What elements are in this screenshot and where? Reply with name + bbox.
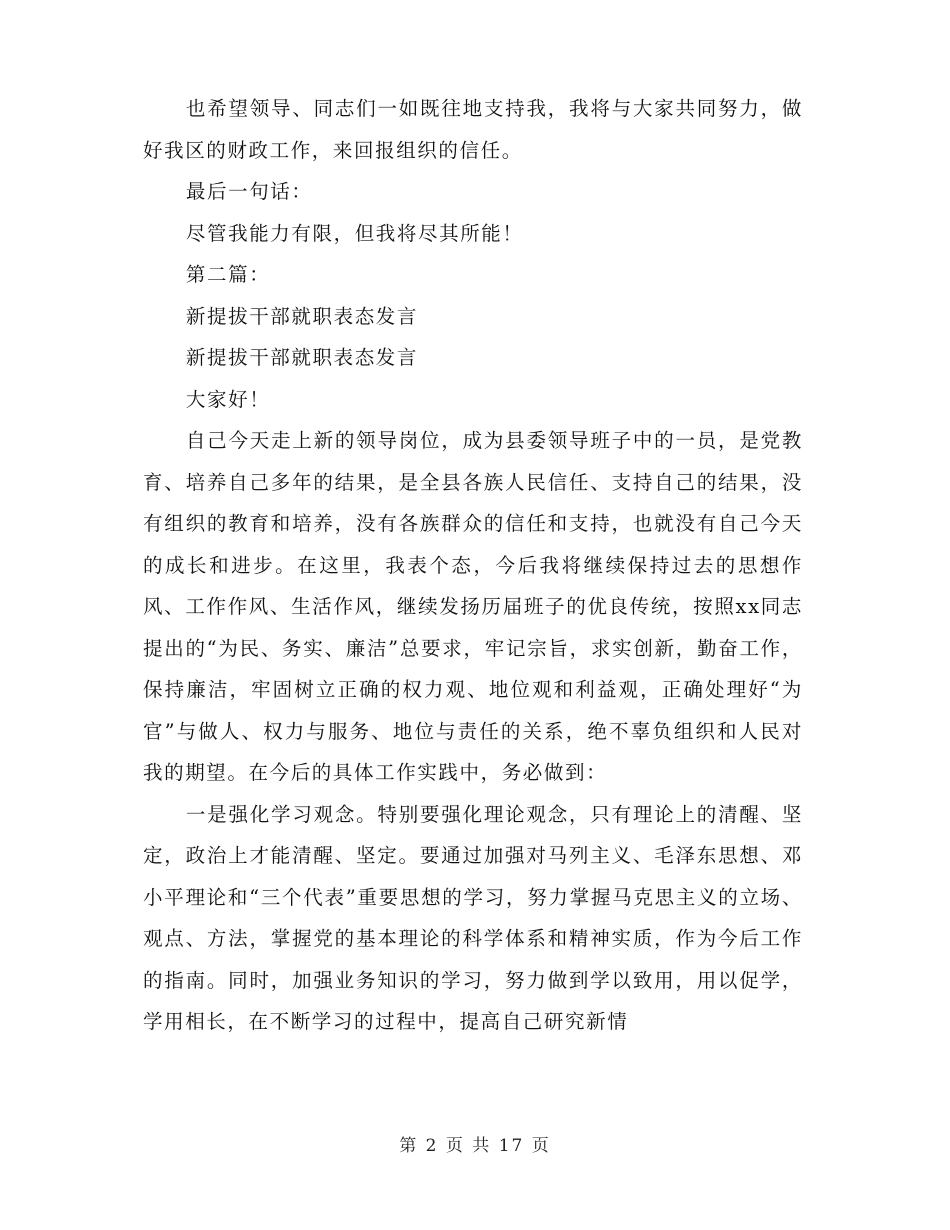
- document-body: [143, 88, 803, 1043]
- paragraph-last-words: 尽管我能力有限，但我将尽其所能！: [185, 221, 524, 245]
- paragraph-introduction: 自己今天走上新的领导岗位，成为县委领导班子中的一员，是党教育、培养自己多年的结果，是全县各族人民信任、支持自己的结果，没有组织的教育和培养，没有各族群众的信任和支持，也就没有自己今天的成长和进步。在这里，我表个态，今后我将继续保持过去的思想作风、工作作风、生活作风，继续发扬历届班子的优良传统，按照xx同志提出的“为民、务实、廉洁”总要求，牢记宗旨，求实创新，勤奋工作，保持廉洁，牢固树立正确的权力观、地位观和利益观，正确处理好“为官”与做人、权力与服务、地位与责任的关系，绝不辜负组织和人民对我的期望。在今后的具体工作实践中，务必做到：: [143, 429, 803, 784]
- section-title-repeat: 新提拔干部就职表态发言: [185, 346, 418, 369]
- section-title: 新提拔干部就职表态发言: [185, 304, 418, 328]
- page-number-footer: 第 2 页 共 17 页: [399, 1136, 551, 1156]
- section-heading-part-two: 第二篇：: [185, 263, 271, 286]
- paragraph-point-one: 一是强化学习观念。特别要强化理论观念，只有理论上的清醒、坚定，政治上才能清醒、坚定。要通过加强对马列主义、毛泽东思想、邓小平理论和“三个代表”重要思想的学习，努力掌握马克思主义的立场、观点、方法，掌握党的基本理论的科学体系和精神实质，作为今后工作的指南。同时，加强业务知识的学习，努力做到学以致用，用以促学，学用相长，在不断学习的过程中，提高自己研究新情: [143, 802, 803, 1033]
- paragraph-last-words-label: 最后一句话：: [185, 180, 313, 203]
- paragraph-closing-support: 也希望领导、同志们一如既往地支持我，我将与大家共同努力，做好我区的财政工作，来回报组织的信任。: [143, 97, 803, 162]
- greeting: 大家好！: [185, 387, 271, 411]
